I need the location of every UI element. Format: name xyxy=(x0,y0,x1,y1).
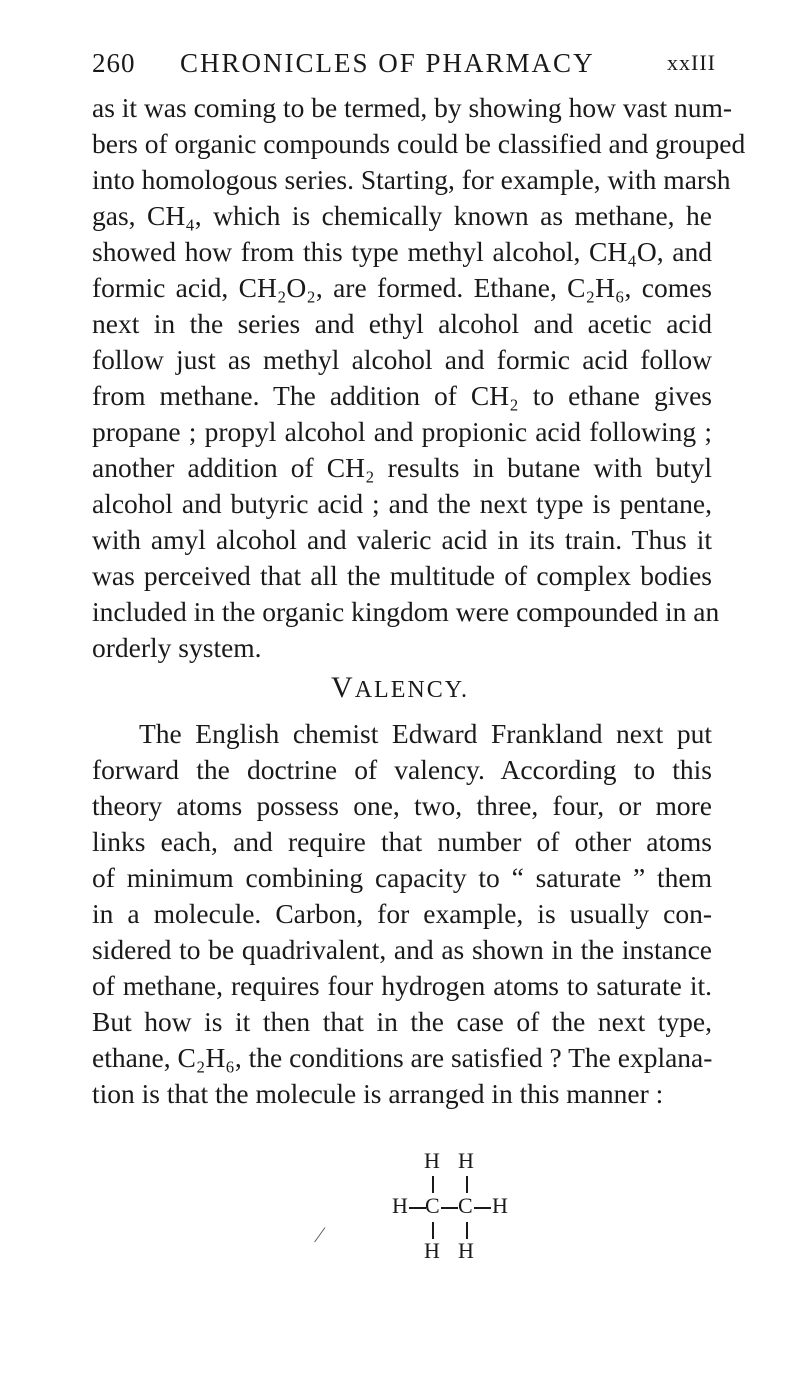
text-line: was perceived that all the multitude of complex bodies xyxy=(92,560,712,591)
hydrogen-atom: H xyxy=(424,1148,440,1173)
text-line: included in the organic kingdom were compounded in an xyxy=(92,596,720,627)
margin-mark: ⁄ xyxy=(318,1222,322,1247)
text-line: theory atoms possess one, two, three, four, or more xyxy=(92,790,712,821)
ethane-structural-formula xyxy=(392,1148,584,1288)
hydrogen-atom: H xyxy=(392,1193,408,1218)
text-line: from methane. The addition of CH₂ to ethane gives xyxy=(92,380,712,411)
text-line: follow just as methyl alcohol and formic acid follow xyxy=(92,344,712,375)
hydrogen-atom: H xyxy=(492,1193,508,1218)
running-title: CHRONICLES OF PHARMACY xyxy=(180,48,595,78)
text-line: sidered to be quadrivalent, and as shown in the instance xyxy=(92,934,712,965)
text-line: into homologous series. Starting, for example, with marsh xyxy=(92,164,731,195)
text-line: showed how from this type methyl alcohol, CH₄O, and xyxy=(92,236,712,267)
heading-initial: V xyxy=(331,671,355,704)
bond xyxy=(474,1207,491,1209)
text-line: with amyl alcohol and valeric acid in its train. Thus it xyxy=(92,524,712,555)
bond xyxy=(409,1207,426,1209)
text-line: formic acid, CH₂O₂, are formed. Ethane, C₂H₆, comes xyxy=(92,272,712,303)
text-line: of minimum combining capacity to “ saturate ” them xyxy=(92,862,712,893)
text-line: forward the doctrine of valency. According to this xyxy=(92,754,712,785)
text-line: gas, CH₄, which is chemically known as methane, he xyxy=(92,200,712,231)
text-line: orderly system. xyxy=(92,632,262,663)
text-line: next in the series and ethyl alcohol and acetic acid xyxy=(92,308,712,339)
running-header xyxy=(92,48,716,88)
text-line: But how is it then that in the case of the next type, xyxy=(92,1006,712,1037)
text-line: ethane, C₂H₆, the conditions are satisfied ? The explana- xyxy=(92,1042,713,1073)
text-line: The English chemist Edward Frankland next put xyxy=(139,718,712,749)
bond xyxy=(466,1176,468,1193)
bond xyxy=(441,1207,458,1209)
hydrogen-atom: H xyxy=(458,1148,474,1173)
hydrogen-atom: H xyxy=(458,1238,474,1263)
bond xyxy=(432,1176,434,1193)
chapter-number: xxIII xyxy=(667,50,716,75)
heading-rest: ALENCY. xyxy=(354,677,469,703)
text-line: of methane, requires four hydrogen atoms to saturate it. xyxy=(92,970,712,1001)
text-line: propane ; propyl alcohol and propionic acid following ; xyxy=(92,416,712,447)
bond xyxy=(466,1222,468,1239)
hydrogen-atom: H xyxy=(424,1238,440,1263)
page-number: 260 xyxy=(92,48,136,78)
text-line: bers of organic compounds could be classified and grouped xyxy=(92,128,746,159)
text-line: links each, and require that number of other atoms xyxy=(92,826,712,857)
bond xyxy=(432,1222,434,1239)
carbon-atom: C xyxy=(458,1193,473,1218)
carbon-atom: C xyxy=(425,1193,440,1218)
text-line: as it was coming to be termed, by showing how vast num- xyxy=(92,92,733,123)
text-line: in a molecule. Carbon, for example, is usually con- xyxy=(92,898,712,929)
text-line: another addition of CH₂ results in butane with butyl xyxy=(92,452,712,483)
text-line: tion is that the molecule is arranged in this manner : xyxy=(92,1078,664,1109)
section-heading xyxy=(0,671,800,705)
text-line: alcohol and butyric acid ; and the next type is pentane, xyxy=(92,488,712,519)
